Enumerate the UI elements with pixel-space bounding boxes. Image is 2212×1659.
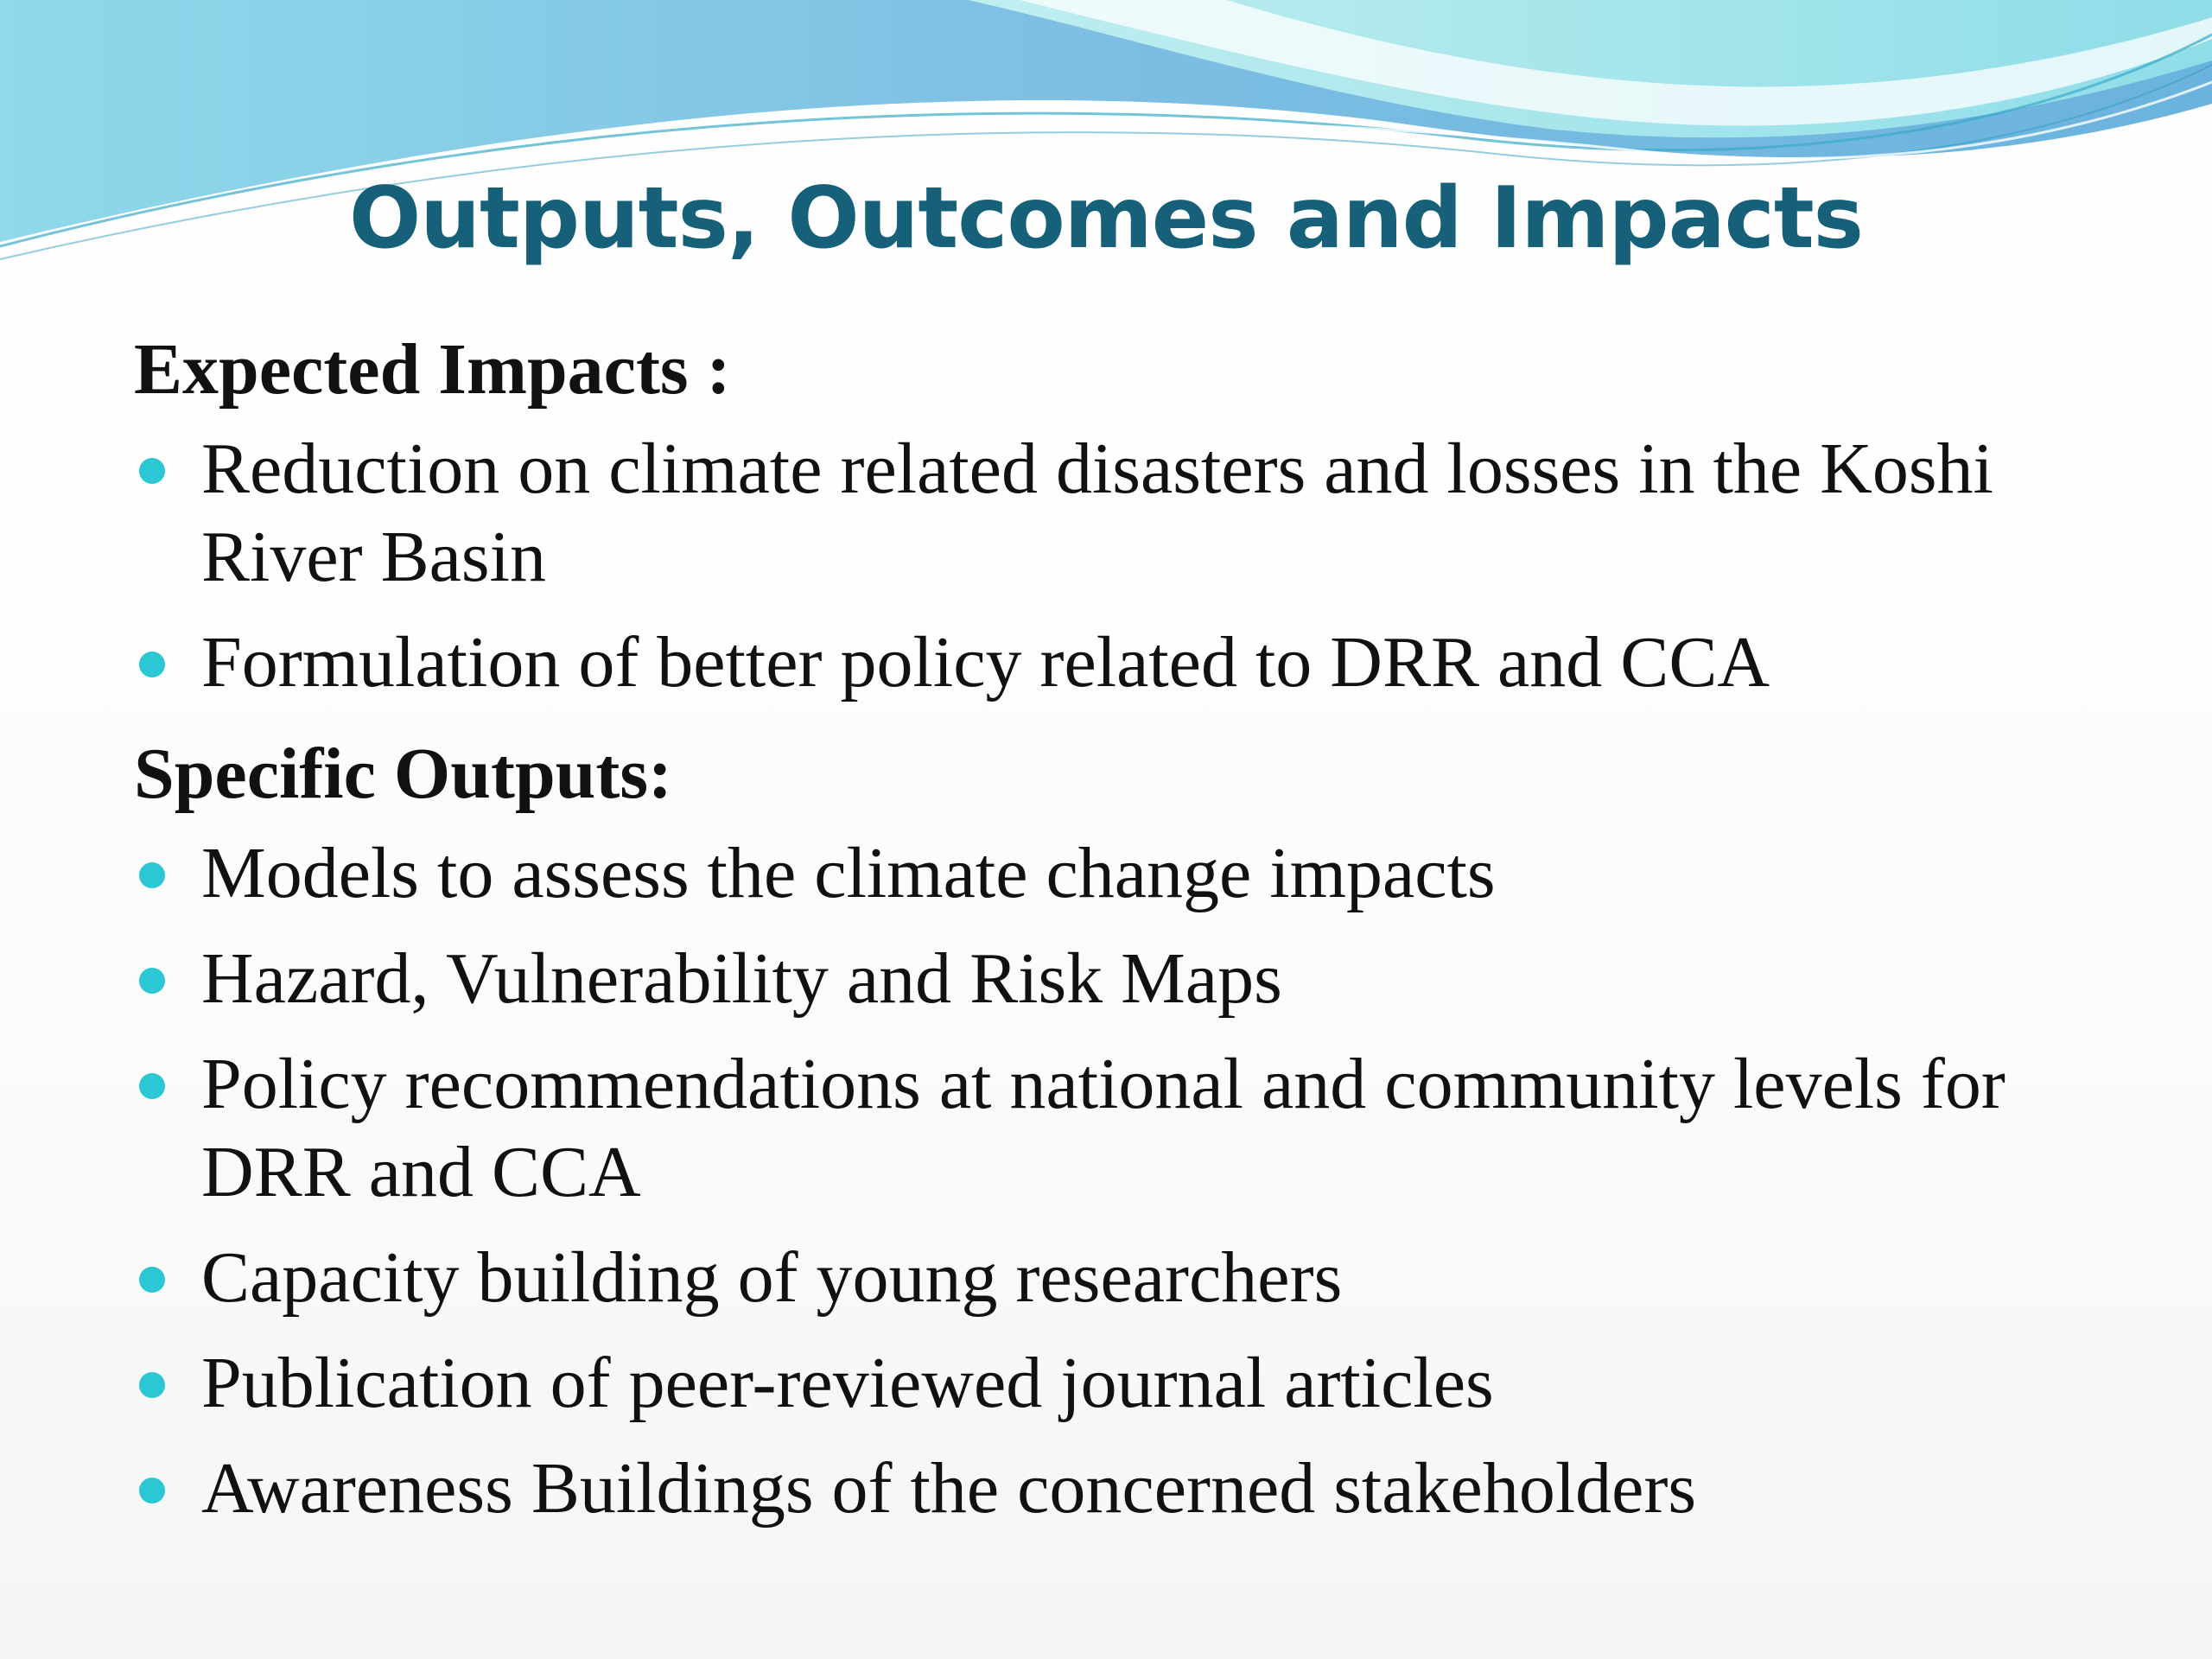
expected-impacts-list xyxy=(134,425,2121,707)
section-heading-specific-outputs: Specific Outputs: xyxy=(134,734,673,814)
bullet-dot-icon xyxy=(139,458,165,484)
slide-content xyxy=(134,320,2121,1550)
list-item xyxy=(134,1445,2121,1533)
list-item-text: Policy recommendations at national and community levels for DRR and CCA xyxy=(201,1044,2005,1212)
list-item-text: Formulation of better policy related to DRR and CCA xyxy=(201,622,1770,702)
list-item xyxy=(134,1040,2121,1217)
section-heading-expected-impacts: Expected Impacts : xyxy=(134,329,731,410)
list-item xyxy=(134,425,2121,601)
bullet-dot-icon xyxy=(139,1267,165,1293)
list-item-text: Reduction on climate related disasters and losses in the Koshi River Basin xyxy=(201,429,1993,597)
list-item-text: Models to assess the climate change impacts xyxy=(201,833,1496,913)
bullet-dot-icon xyxy=(139,652,165,677)
bullet-dot-icon xyxy=(139,1478,165,1503)
bullet-dot-icon xyxy=(139,1372,165,1398)
bullet-dot-icon xyxy=(139,862,165,888)
list-item xyxy=(134,1234,2121,1322)
list-item-text: Publication of peer-reviewed journal articles xyxy=(201,1343,1494,1423)
list-item-text: Capacity building of young researchers xyxy=(201,1237,1343,1318)
bullet-dot-icon xyxy=(139,968,165,994)
bullet-dot-icon xyxy=(139,1073,165,1099)
list-item-text: Hazard, Vulnerability and Risk Maps xyxy=(201,938,1282,1019)
list-item xyxy=(134,619,2121,707)
list-item xyxy=(134,935,2121,1023)
list-item xyxy=(134,1339,2121,1427)
specific-outputs-list xyxy=(134,830,2121,1533)
list-item-text: Awareness Buildings of the concerned stakeholders xyxy=(201,1448,1697,1529)
list-item xyxy=(134,830,2121,918)
slide-title: Outputs, Outcomes and Impacts xyxy=(348,169,1864,268)
